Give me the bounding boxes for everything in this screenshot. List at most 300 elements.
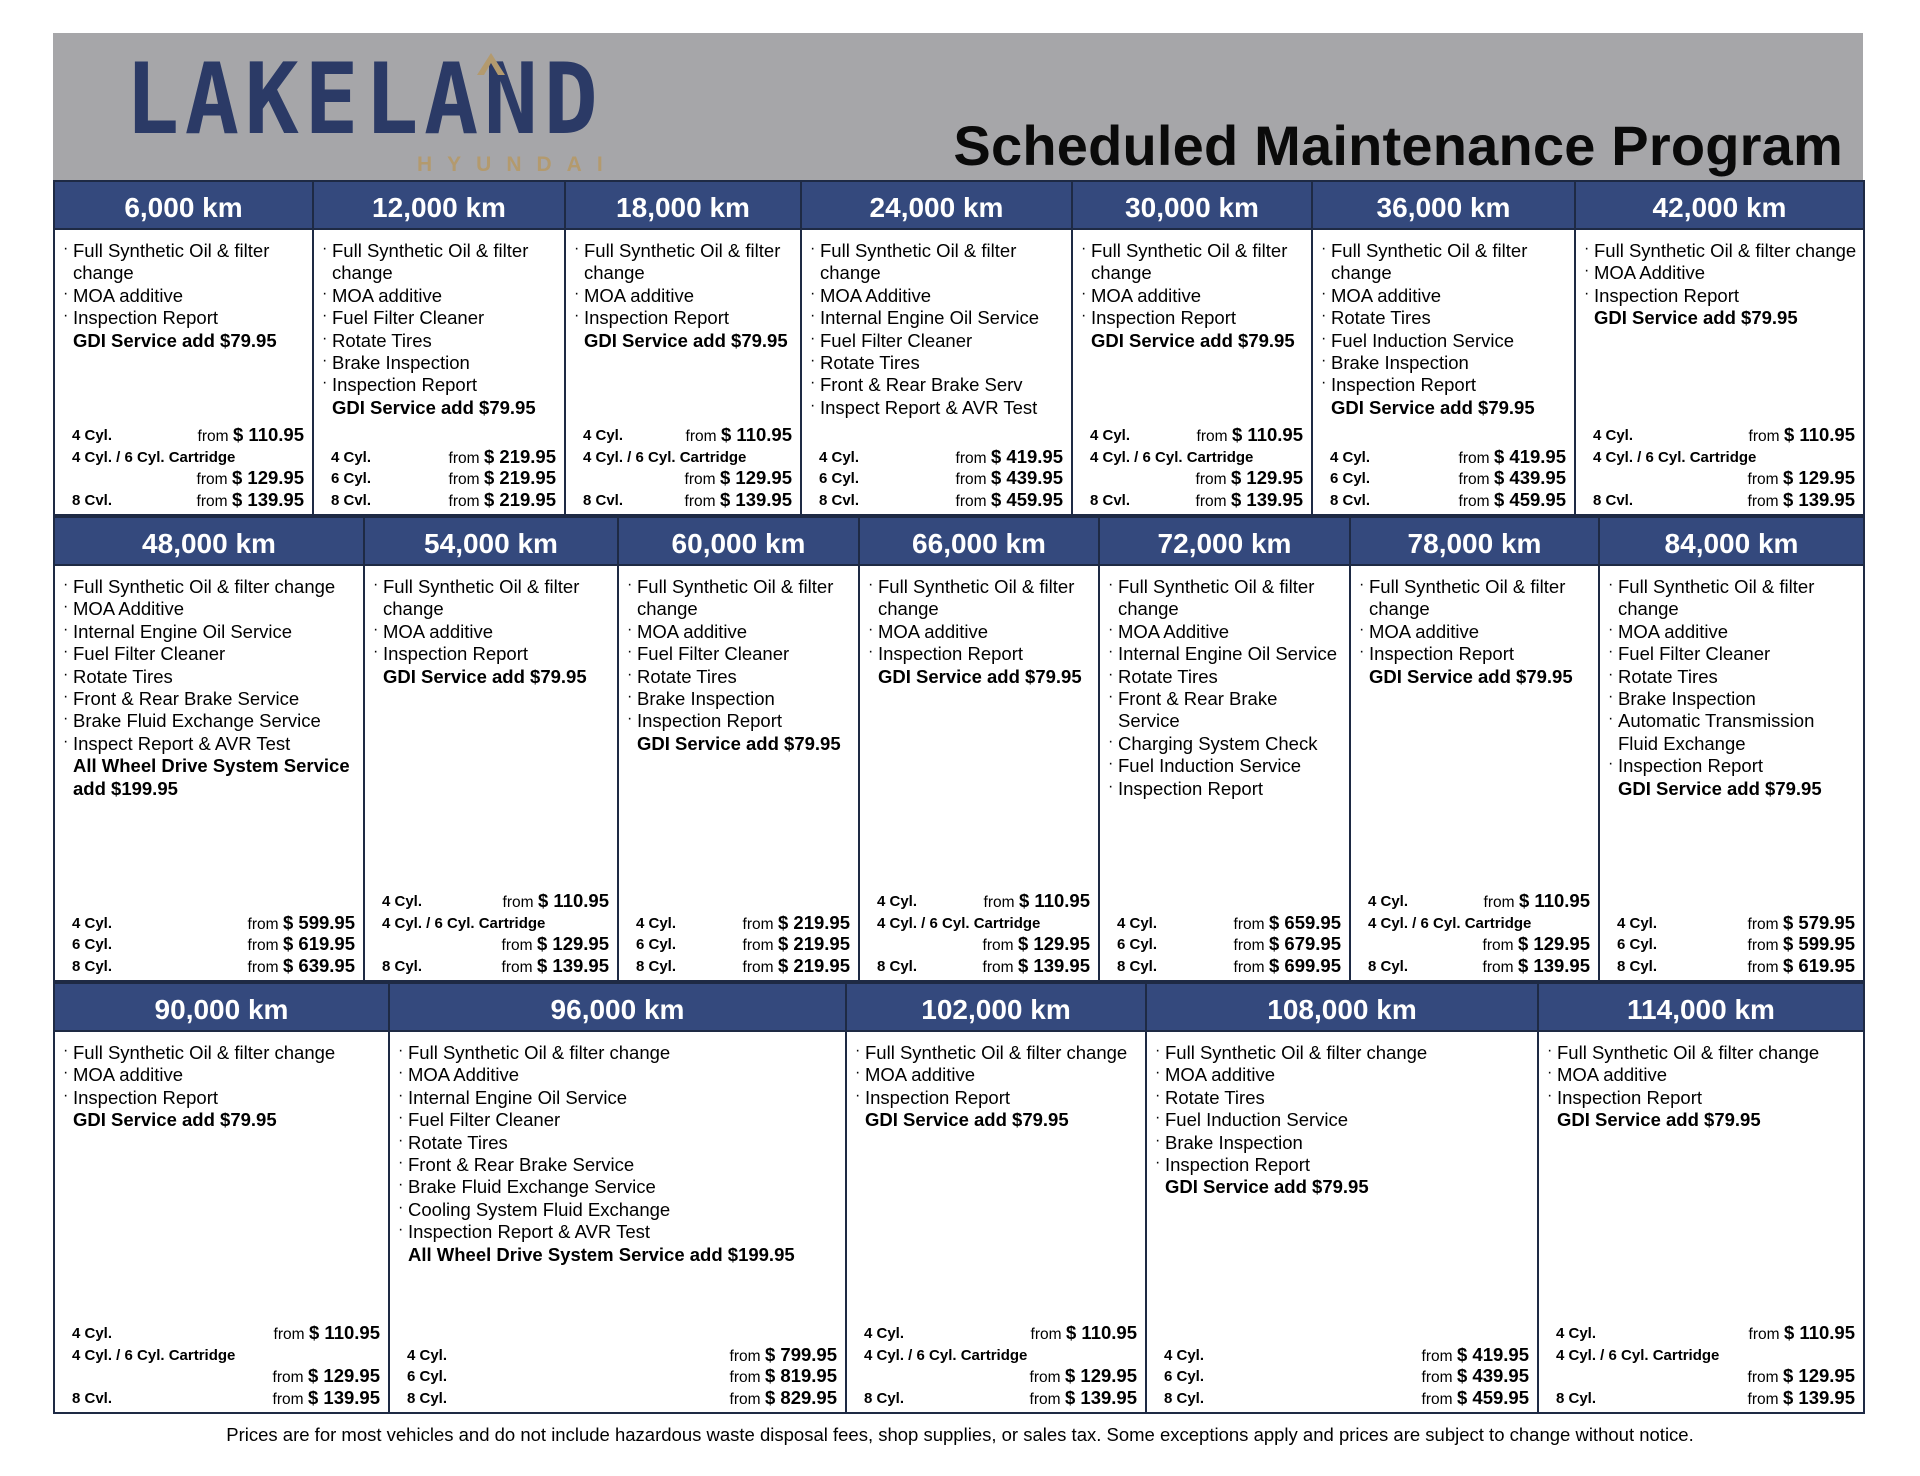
cylinder-label: 8 Cvl. [583, 491, 624, 509]
cylinder-label: 8 Cyl. [1556, 1389, 1597, 1407]
from-label: from [1748, 1326, 1780, 1343]
service-item: · Full Synthetic Oil & filter change [63, 576, 357, 598]
price-value-group [1748, 489, 1855, 513]
interval-column [566, 180, 802, 516]
price-row [382, 912, 609, 934]
cylinder-label: 8 Cyl. [382, 957, 423, 975]
price-row [864, 1387, 1137, 1409]
price-list [847, 1322, 1145, 1408]
price-value-group [1030, 1365, 1137, 1389]
price-value-group [983, 933, 1090, 957]
cylinder-label: 4 Cyl. / 6 Cyl. Cartridge [864, 1346, 1028, 1364]
cylinder-label: 8 Cvl. [819, 491, 860, 509]
interval-column [619, 516, 860, 982]
price-value-group [1196, 467, 1303, 491]
from-label: from [1482, 958, 1514, 976]
service-item: · MOA additive [1359, 621, 1592, 643]
service-item: · Brake Inspection [1321, 352, 1568, 374]
price-list [1576, 424, 1863, 510]
service-item: · Internal Engine Oil Service [1108, 643, 1343, 665]
price-value-group [1234, 912, 1341, 936]
cylinder-label: 6 Cyl. [1617, 936, 1658, 953]
price-value-group [1748, 955, 1855, 979]
cylinder-label: 4 Cyl. / 6 Cyl. Cartridge [1368, 914, 1532, 932]
service-item: · MOA additive [1155, 1064, 1531, 1086]
cylinder-label: 4 Cyl. [1368, 893, 1409, 910]
cylinder-label: 6 Cyl. [636, 936, 677, 953]
price-value-group [273, 1387, 380, 1411]
price-row [1090, 424, 1303, 446]
service-item: · Full Synthetic Oil & filter change [373, 576, 611, 621]
cylinder-label: 4 Cyl. [1593, 427, 1634, 444]
interval-column [1576, 180, 1865, 516]
service-list [1313, 230, 1574, 419]
price-value: $ 829.95 [764, 1386, 837, 1408]
price-value: $ 699.95 [1268, 954, 1341, 976]
interval-column [55, 982, 390, 1414]
price-value: $ 439.95 [990, 467, 1063, 488]
price-value-group [685, 467, 792, 491]
price-value-group [449, 446, 556, 470]
price-value: $ 110.95 [233, 424, 304, 445]
price-value-group [1196, 489, 1303, 513]
cylinder-label: 4 Cyl. / 6 Cyl. Cartridge [72, 448, 236, 466]
cylinder-label: 4 Cyl. / 6 Cyl. Cartridge [1090, 448, 1254, 466]
price-value: $ 659.95 [1268, 911, 1341, 933]
cylinder-label: 4 Cyl. [877, 893, 918, 910]
price-value: $ 110.95 [538, 890, 609, 911]
from-label: from [742, 915, 774, 933]
service-item: · Rotate Tires [1608, 666, 1857, 688]
cylinder-label: 4 Cyl. / 6 Cyl. Cartridge [1556, 1346, 1720, 1364]
cylinder-label: 8 Cyl. [877, 957, 918, 975]
cylinder-label: 4 Cyl. [1556, 1325, 1597, 1342]
price-row [407, 1387, 837, 1409]
from-label: from [955, 492, 987, 510]
cylinder-label: 6 Cyl. [1117, 936, 1158, 953]
price-row [382, 955, 609, 977]
service-addon: GDI Service add $79.95 [73, 1109, 277, 1131]
price-value: $ 219.95 [777, 911, 850, 933]
cylinder-label: 4 Cyl. [1164, 1346, 1205, 1364]
price-row [583, 467, 792, 489]
interval-header: 42,000 km [1576, 180, 1863, 230]
service-item: · Full Synthetic Oil & filter change [1608, 576, 1857, 621]
cylinder-label: 6 Cyl. [72, 936, 113, 953]
price-row [1556, 1344, 1855, 1366]
service-item: · MOA additive [627, 621, 852, 643]
price-row [1368, 912, 1590, 934]
from-label: from [1747, 471, 1779, 488]
service-item: · MOA additive [63, 1064, 382, 1086]
price-list [55, 424, 312, 510]
from-label: from [448, 449, 480, 467]
service-list [1351, 566, 1598, 688]
cylinder-label: 4 Cyl. [819, 448, 860, 466]
cylinder-label: 4 Cyl. [72, 1325, 113, 1342]
price-row [636, 955, 850, 977]
price-list [1313, 446, 1574, 511]
service-item: · Brake Inspection [322, 352, 558, 374]
service-item: · Internal Engine Oil Service [398, 1087, 839, 1109]
price-value-group [1234, 933, 1341, 957]
interval-column [1100, 516, 1351, 982]
service-item: · Full Synthetic Oil & filter change [63, 1042, 382, 1064]
service-addon: GDI Service add $79.95 [1369, 665, 1573, 687]
price-value-group [1748, 1387, 1855, 1411]
from-label: from [272, 1390, 304, 1408]
price-row [1164, 1365, 1529, 1387]
price-value-group [1030, 1387, 1137, 1411]
service-item: · Full Synthetic Oil & filter change [398, 1042, 839, 1064]
service-item: · Inspection Report [855, 1087, 1139, 1109]
service-item: · Full Synthetic Oil & filter change [574, 240, 794, 285]
service-item: · Fuel Induction Service [1155, 1109, 1531, 1131]
from-label: from [729, 1390, 761, 1408]
cylinder-label: 4 Cyl. / 6 Cyl. Cartridge [583, 448, 747, 466]
price-row [1090, 446, 1303, 468]
service-addon: GDI Service add $79.95 [73, 329, 277, 351]
from-label: from [982, 937, 1014, 954]
price-value: $ 419.95 [1456, 1343, 1529, 1365]
service-addon: GDI Service add $79.95 [637, 732, 841, 754]
from-label: from [1747, 915, 1779, 933]
price-value-group [956, 446, 1063, 470]
service-item: · Inspection Report [63, 307, 306, 329]
service-item: · Internal Engine Oil Service [63, 621, 357, 643]
price-value: $ 110.95 [1784, 424, 1855, 445]
cylinder-label: 8 Cvl. [1330, 491, 1371, 509]
price-row [583, 446, 792, 468]
service-item: · Inspection Report [373, 643, 611, 665]
price-list [55, 912, 363, 977]
price-row [819, 467, 1063, 489]
service-item: · Brake Inspection [1155, 1132, 1531, 1154]
price-value-group [1748, 467, 1855, 491]
service-list [55, 566, 363, 800]
service-item: · Brake Inspection [1608, 688, 1857, 710]
price-row [72, 1344, 380, 1366]
cylinder-label: 4 Cyl. / 6 Cyl. Cartridge [382, 914, 546, 932]
schedule-row-2 [53, 516, 1863, 982]
price-value: $ 819.95 [764, 1365, 837, 1386]
from-label: from [1233, 937, 1265, 954]
cylinder-label: 4 Cyl. [1330, 448, 1371, 466]
price-value: $ 619.95 [1782, 954, 1855, 976]
service-item: · Full Synthetic Oil & filter change [868, 576, 1092, 621]
interval-header: 108,000 km [1147, 982, 1537, 1032]
service-item: · MOA Additive [63, 598, 357, 620]
service-list [390, 1032, 845, 1266]
from-label: from [1195, 492, 1227, 510]
price-value-group [248, 912, 355, 936]
cylinder-label: 4 Cyl. / 6 Cyl. Cartridge [1593, 448, 1757, 466]
interval-column [55, 516, 365, 982]
price-value-group [502, 955, 609, 979]
interval-header: 102,000 km [847, 982, 1145, 1032]
price-list [860, 890, 1098, 976]
service-item: · Inspect Report & AVR Test [63, 733, 357, 755]
cylinder-label: 8 Cyl. [1617, 957, 1658, 975]
page-header [53, 33, 1863, 181]
price-row [1368, 890, 1590, 912]
price-list [1600, 912, 1863, 977]
cylinder-label: 6 Cyl. [331, 470, 372, 487]
price-value-group [274, 1322, 380, 1346]
service-addon: All Wheel Drive System Service add $199.95 [408, 1243, 795, 1265]
price-value: $ 129.95 [307, 1365, 380, 1386]
from-label: from [273, 1326, 305, 1343]
service-item: · Full Synthetic Oil & filter change [63, 240, 306, 285]
interval-header: 90,000 km [55, 982, 388, 1032]
service-list [847, 1032, 1145, 1132]
service-item: · Rotate Tires [63, 666, 357, 688]
price-list [55, 1322, 388, 1408]
service-item: · Inspection Report [868, 643, 1092, 665]
service-item: · MOA Additive [810, 285, 1065, 307]
price-row [382, 890, 609, 912]
from-label: from [742, 937, 774, 954]
price-value-group [1748, 912, 1855, 936]
interval-header: 24,000 km [802, 180, 1071, 230]
from-label: from [1029, 1390, 1061, 1408]
from-label: from [501, 958, 533, 976]
interval-header: 30,000 km [1073, 180, 1311, 230]
from-label: from [729, 1369, 761, 1386]
price-value-group [1197, 424, 1303, 448]
from-label: from [1458, 492, 1490, 510]
cylinder-label: 8 Cyl. [636, 957, 677, 975]
from-label: from [1458, 471, 1490, 488]
service-item: · Full Synthetic Oil & filter change [1155, 1042, 1531, 1064]
service-item: · Inspection Report [1321, 374, 1568, 396]
from-label: from [247, 915, 279, 933]
price-row [1330, 446, 1566, 468]
service-item: · MOA Additive [398, 1064, 839, 1086]
price-row [407, 1365, 837, 1387]
service-addon: GDI Service add $79.95 [383, 665, 587, 687]
service-item: · Full Synthetic Oil & filter change [1584, 240, 1857, 262]
cylinder-label: 4 Cyl. [636, 914, 677, 932]
from-label: from [247, 958, 279, 976]
interval-header: 72,000 km [1100, 516, 1349, 566]
service-list [619, 566, 858, 755]
from-label: from [1747, 1369, 1779, 1386]
interval-column [1351, 516, 1600, 982]
service-item: · MOA additive [63, 285, 306, 307]
cylinder-label: 8 Cyl. [1117, 957, 1158, 975]
price-value-group [730, 1387, 837, 1411]
cylinder-label: 8 Cvl. [1593, 491, 1634, 509]
price-value: $ 219.95 [483, 467, 556, 488]
price-row [1593, 467, 1855, 489]
service-item: · Full Synthetic Oil & filter change [810, 240, 1065, 285]
from-label: from [502, 894, 534, 911]
price-list [1100, 912, 1349, 977]
price-list [1351, 890, 1598, 976]
cylinder-label: 4 Cyl. [864, 1325, 905, 1342]
service-item: · MOA Additive [1108, 621, 1343, 643]
lakeland-hyundai-logo [125, 43, 618, 176]
price-value: $ 129.95 [1230, 467, 1303, 488]
price-list [1539, 1322, 1863, 1408]
interval-column [390, 982, 847, 1414]
from-label: from [501, 937, 533, 954]
service-item: · Automatic Transmission Fluid Exchange [1608, 710, 1857, 755]
price-row [877, 912, 1090, 934]
service-item: · Fuel Filter Cleaner [63, 643, 357, 665]
price-row [1117, 955, 1341, 977]
interval-column [1147, 982, 1539, 1414]
page-title: Scheduled Maintenance Program [953, 114, 1843, 177]
service-item: · Inspection Report [322, 374, 558, 396]
interval-column [314, 180, 566, 516]
price-row [72, 467, 304, 489]
service-list [802, 230, 1071, 419]
interval-header: 18,000 km [566, 180, 800, 230]
price-row [1164, 1344, 1529, 1366]
logo-subtitle: HYUNDAI [417, 153, 618, 176]
service-addon: GDI Service add $79.95 [584, 329, 788, 351]
price-value-group [956, 489, 1063, 513]
price-value-group [197, 467, 304, 491]
service-item: · Full Synthetic Oil & filter change [322, 240, 558, 285]
service-item: · Inspection Report [1608, 755, 1857, 777]
cylinder-label: 4 Cyl. [1090, 427, 1131, 444]
from-label: from [685, 428, 717, 445]
from-label: from [1458, 449, 1490, 467]
price-value: $ 459.95 [1456, 1386, 1529, 1408]
price-value: $ 419.95 [990, 445, 1063, 467]
interval-header: 12,000 km [314, 180, 564, 230]
cylinder-label: 8 Cyl. [1368, 957, 1409, 975]
from-label: from [1747, 958, 1779, 976]
from-label: from [197, 428, 229, 445]
service-item: · Full Synthetic Oil & filter change [1108, 576, 1343, 621]
service-item: · MOA additive [1321, 285, 1568, 307]
price-value: $ 579.95 [1782, 911, 1855, 933]
cylinder-label: 4 Cyl. [1617, 914, 1658, 932]
service-item: · Fuel Induction Service [1321, 330, 1568, 352]
price-value-group [1484, 890, 1590, 914]
price-value: $ 439.95 [1456, 1365, 1529, 1386]
interval-column [1600, 516, 1865, 982]
price-value: $ 129.95 [1064, 1365, 1137, 1386]
price-row [72, 446, 304, 468]
service-list [1147, 1032, 1537, 1199]
price-value-group [449, 489, 556, 513]
service-item: · Front & Rear Brake Service [1108, 688, 1343, 733]
from-label: from [272, 1369, 304, 1386]
price-value-group [1483, 955, 1590, 979]
service-addon: GDI Service add $79.95 [1331, 396, 1535, 418]
service-item: · Fuel Induction Service [1108, 755, 1343, 777]
from-label: from [247, 937, 279, 954]
service-item: · Rotate Tires [1155, 1087, 1531, 1109]
from-label: from [1196, 428, 1228, 445]
price-value: $ 219.95 [777, 954, 850, 976]
interval-header: 84,000 km [1600, 516, 1863, 566]
service-item: · Internal Engine Oil Service [810, 307, 1065, 329]
from-label: from [955, 449, 987, 467]
price-value-group [1234, 955, 1341, 979]
service-item: · Inspection Report [1081, 307, 1305, 329]
from-label: from [1421, 1369, 1453, 1386]
service-item: · Inspect Report & AVR Test [810, 397, 1065, 419]
interval-header: 66,000 km [860, 516, 1098, 566]
price-row [1617, 933, 1855, 955]
from-label: from [1233, 958, 1265, 976]
price-list [314, 446, 564, 511]
price-value-group [1749, 1322, 1855, 1346]
service-item: · Inspection Report [627, 710, 852, 732]
interval-header: 78,000 km [1351, 516, 1598, 566]
cylinder-label: 4 Cyl. [583, 427, 624, 444]
from-label: from [729, 1347, 761, 1365]
price-value: $ 110.95 [1066, 1322, 1137, 1343]
service-addon: GDI Service add $79.95 [1594, 307, 1798, 329]
price-row [331, 446, 556, 468]
service-item: · Full Synthetic Oil & filter change [855, 1042, 1139, 1064]
price-value: $ 139.95 [1064, 1386, 1137, 1408]
service-item: · Fuel Filter Cleaner [810, 330, 1065, 352]
price-value-group [956, 467, 1063, 491]
price-value-group [983, 955, 1090, 979]
price-row [1556, 1365, 1855, 1387]
service-item: · Rotate Tires [627, 666, 852, 688]
cylinder-label: 8 Cvl. [72, 491, 113, 509]
service-item: · MOA additive [574, 285, 794, 307]
cylinder-label: 6 Cyl. [1330, 470, 1371, 487]
service-item: · Fuel Filter Cleaner [322, 307, 558, 329]
price-row [1090, 467, 1303, 489]
from-label: from [1030, 1326, 1062, 1343]
service-item: · MOA additive [1081, 285, 1305, 307]
from-label: from [955, 471, 987, 488]
price-value: $ 459.95 [1493, 488, 1566, 510]
price-value: $ 139.95 [536, 954, 609, 976]
price-row [1368, 933, 1590, 955]
cylinder-label: 8 Cvl. [331, 491, 372, 509]
service-list [1600, 566, 1863, 800]
price-value-group [502, 933, 609, 957]
price-value: $ 219.95 [483, 445, 556, 467]
price-row [877, 890, 1090, 912]
price-value: $ 129.95 [231, 467, 304, 488]
service-item: · Charging System Check [1108, 733, 1343, 755]
price-row [382, 933, 609, 955]
interval-column [1539, 982, 1865, 1414]
interval-column [802, 180, 1073, 516]
price-value-group [248, 955, 355, 979]
service-item: · Inspection Report [1155, 1154, 1531, 1176]
price-row [407, 1344, 837, 1366]
price-value: $ 599.95 [282, 911, 355, 933]
price-value-group [685, 489, 792, 513]
service-item: · Brake Fluid Exchange Service [398, 1176, 839, 1198]
service-item: · Brake Fluid Exchange Service [63, 710, 357, 732]
service-item: · Fuel Filter Cleaner [627, 643, 852, 665]
price-value-group [1031, 1322, 1137, 1346]
interval-column [1313, 180, 1576, 516]
service-item: · Inspection Report [1584, 285, 1857, 307]
price-value-group [730, 1365, 837, 1389]
price-value: $ 639.95 [282, 954, 355, 976]
price-row [1593, 424, 1855, 446]
price-list [1147, 1344, 1537, 1409]
price-row [583, 489, 792, 511]
price-value-group [1422, 1365, 1529, 1389]
